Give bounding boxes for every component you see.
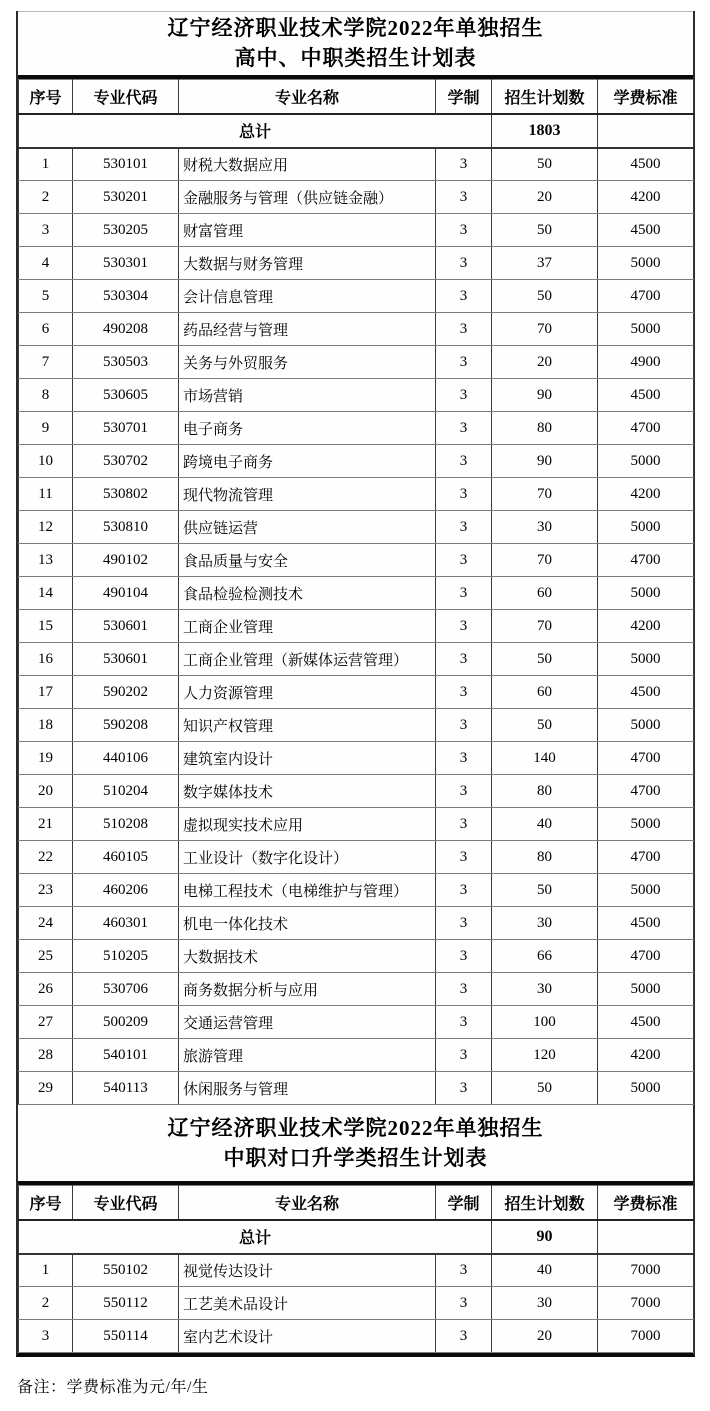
cell-major-name: 财税大数据应用 bbox=[179, 148, 436, 181]
cell-major-code: 530810 bbox=[73, 511, 179, 544]
cell-tuition: 7000 bbox=[598, 1320, 694, 1353]
table-row bbox=[19, 907, 694, 940]
cell-index: 6 bbox=[19, 313, 73, 346]
cell-major-code: 530701 bbox=[73, 412, 179, 445]
cell-tuition: 5000 bbox=[598, 643, 694, 676]
cell-schooling-years: 3 bbox=[436, 610, 492, 643]
cell-major-name: 建筑室内设计 bbox=[179, 742, 436, 775]
cell-major-code: 460206 bbox=[73, 874, 179, 907]
cell-index: 26 bbox=[19, 973, 73, 1006]
cell-major-name: 市场营销 bbox=[179, 379, 436, 412]
cell-schooling-years: 3 bbox=[436, 379, 492, 412]
cell-schooling-years: 3 bbox=[436, 1254, 492, 1287]
cell-tuition: 4200 bbox=[598, 1039, 694, 1072]
cell-major-code: 530301 bbox=[73, 247, 179, 280]
cell-plan-count: 40 bbox=[492, 1254, 598, 1287]
cell-schooling-years: 3 bbox=[436, 907, 492, 940]
cell-plan-count: 90 bbox=[492, 379, 598, 412]
cell-index: 23 bbox=[19, 874, 73, 907]
cell-schooling-years: 3 bbox=[436, 148, 492, 181]
cell-schooling-years: 3 bbox=[436, 1320, 492, 1353]
cell-plan-count: 20 bbox=[492, 1320, 598, 1353]
table-row bbox=[19, 874, 694, 907]
table-row bbox=[19, 973, 694, 1006]
cell-major-code: 440106 bbox=[73, 742, 179, 775]
cell-tuition: 4700 bbox=[598, 280, 694, 313]
cell-major-code: 530205 bbox=[73, 214, 179, 247]
cell-tuition: 4700 bbox=[598, 940, 694, 973]
cell-major-code: 530304 bbox=[73, 280, 179, 313]
cell-major-name: 财富管理 bbox=[179, 214, 436, 247]
cell-schooling-years: 3 bbox=[436, 1072, 492, 1105]
cell-tuition: 4700 bbox=[598, 775, 694, 808]
table-row bbox=[19, 1254, 694, 1287]
header-major-code: 专业代码 bbox=[73, 80, 179, 114]
cell-index: 13 bbox=[19, 544, 73, 577]
cell-plan-count: 37 bbox=[492, 247, 598, 280]
cell-tuition: 4700 bbox=[598, 544, 694, 577]
cell-index: 3 bbox=[19, 214, 73, 247]
cell-index: 15 bbox=[19, 610, 73, 643]
cell-tuition: 4200 bbox=[598, 610, 694, 643]
cell-major-name: 室内艺术设计 bbox=[179, 1320, 436, 1353]
table-row bbox=[19, 577, 694, 610]
total-label: 总计 bbox=[19, 114, 492, 148]
table-row bbox=[19, 280, 694, 313]
cell-major-code: 490104 bbox=[73, 577, 179, 610]
cell-plan-count: 70 bbox=[492, 478, 598, 511]
header-major-name: 专业名称 bbox=[179, 1186, 436, 1220]
cell-index: 25 bbox=[19, 940, 73, 973]
cell-major-name: 机电一体化技术 bbox=[179, 907, 436, 940]
total-row bbox=[19, 1220, 694, 1254]
cell-index: 5 bbox=[19, 280, 73, 313]
table-row bbox=[19, 181, 694, 214]
cell-index: 28 bbox=[19, 1039, 73, 1072]
cell-major-name: 食品质量与安全 bbox=[179, 544, 436, 577]
cell-plan-count: 50 bbox=[492, 280, 598, 313]
cell-index: 4 bbox=[19, 247, 73, 280]
cell-plan-count: 50 bbox=[492, 1072, 598, 1105]
cell-tuition: 4500 bbox=[598, 214, 694, 247]
cell-tuition: 5000 bbox=[598, 445, 694, 478]
cell-plan-count: 30 bbox=[492, 1287, 598, 1320]
table-row bbox=[19, 1320, 694, 1353]
cell-major-code: 530802 bbox=[73, 478, 179, 511]
cell-schooling-years: 3 bbox=[436, 808, 492, 841]
cell-tuition: 4500 bbox=[598, 907, 694, 940]
cell-major-code: 550102 bbox=[73, 1254, 179, 1287]
cell-major-code: 530601 bbox=[73, 610, 179, 643]
cell-major-name: 数字媒体技术 bbox=[179, 775, 436, 808]
table-row bbox=[19, 775, 694, 808]
cell-major-code: 540113 bbox=[73, 1072, 179, 1105]
header-row bbox=[19, 1186, 694, 1220]
table-row bbox=[19, 643, 694, 676]
cell-plan-count: 60 bbox=[492, 676, 598, 709]
cell-tuition: 4500 bbox=[598, 676, 694, 709]
table-row bbox=[19, 1287, 694, 1320]
cell-major-code: 530706 bbox=[73, 973, 179, 1006]
cell-major-name: 金融服务与管理（供应链金融） bbox=[179, 181, 436, 214]
cell-index: 27 bbox=[19, 1006, 73, 1039]
cell-plan-count: 60 bbox=[492, 577, 598, 610]
cell-tuition: 5000 bbox=[598, 247, 694, 280]
cell-plan-count: 50 bbox=[492, 874, 598, 907]
cell-schooling-years: 3 bbox=[436, 511, 492, 544]
table-row bbox=[19, 1039, 694, 1072]
cell-index: 16 bbox=[19, 643, 73, 676]
cell-tuition: 4500 bbox=[598, 1006, 694, 1039]
enrollment-plan-document bbox=[16, 11, 695, 1357]
table-row bbox=[19, 544, 694, 577]
cell-plan-count: 70 bbox=[492, 313, 598, 346]
cell-index: 9 bbox=[19, 412, 73, 445]
table-row bbox=[19, 478, 694, 511]
cell-schooling-years: 3 bbox=[436, 577, 492, 610]
cell-schooling-years: 3 bbox=[436, 412, 492, 445]
cell-major-name: 供应链运营 bbox=[179, 511, 436, 544]
cell-tuition: 7000 bbox=[598, 1254, 694, 1287]
footnote: 备注：学费标准为元/年/生 bbox=[17, 1379, 209, 1396]
cell-major-name: 休闲服务与管理 bbox=[179, 1072, 436, 1105]
cell-index: 8 bbox=[19, 379, 73, 412]
cell-plan-count: 30 bbox=[492, 907, 598, 940]
cell-index: 10 bbox=[19, 445, 73, 478]
table2-title-line2: 中职对口升学类招生计划表 bbox=[223, 1145, 488, 1170]
cell-schooling-years: 3 bbox=[436, 940, 492, 973]
cell-major-name: 大数据与财务管理 bbox=[179, 247, 436, 280]
total-label: 总计 bbox=[19, 1220, 492, 1254]
cell-major-name: 关务与外贸服务 bbox=[179, 346, 436, 379]
table-row bbox=[19, 808, 694, 841]
cell-index: 3 bbox=[19, 1320, 73, 1353]
header-major-name: 专业名称 bbox=[179, 80, 436, 114]
cell-major-name: 工商企业管理 bbox=[179, 610, 436, 643]
table-row bbox=[19, 511, 694, 544]
header-row bbox=[19, 80, 694, 114]
cell-schooling-years: 3 bbox=[436, 1039, 492, 1072]
cell-major-code: 530702 bbox=[73, 445, 179, 478]
table-row bbox=[19, 247, 694, 280]
cell-major-name: 人力资源管理 bbox=[179, 676, 436, 709]
cell-index: 1 bbox=[19, 148, 73, 181]
cell-schooling-years: 3 bbox=[436, 874, 492, 907]
cell-schooling-years: 3 bbox=[436, 1006, 492, 1039]
cell-major-name: 虚拟现实技术应用 bbox=[179, 808, 436, 841]
cell-plan-count: 66 bbox=[492, 940, 598, 973]
cell-index: 2 bbox=[19, 1287, 73, 1320]
table-row bbox=[19, 1072, 694, 1105]
table-row bbox=[19, 742, 694, 775]
header-tuition: 学费标准 bbox=[598, 1186, 694, 1220]
table-row bbox=[19, 148, 694, 181]
cell-plan-count: 50 bbox=[492, 709, 598, 742]
cell-index: 20 bbox=[19, 775, 73, 808]
cell-major-name: 会计信息管理 bbox=[179, 280, 436, 313]
cell-major-name: 交通运营管理 bbox=[179, 1006, 436, 1039]
cell-index: 29 bbox=[19, 1072, 73, 1105]
cell-major-code: 530201 bbox=[73, 181, 179, 214]
cell-tuition: 4500 bbox=[598, 379, 694, 412]
cell-index: 11 bbox=[19, 478, 73, 511]
cell-major-name: 食品检验检测技术 bbox=[179, 577, 436, 610]
header-major-code: 专业代码 bbox=[73, 1186, 179, 1220]
cell-major-name: 旅游管理 bbox=[179, 1039, 436, 1072]
table-row bbox=[19, 841, 694, 874]
cell-major-code: 540101 bbox=[73, 1039, 179, 1072]
cell-index: 14 bbox=[19, 577, 73, 610]
header-index: 序号 bbox=[19, 80, 73, 114]
cell-index: 7 bbox=[19, 346, 73, 379]
table-row bbox=[19, 709, 694, 742]
cell-tuition: 4700 bbox=[598, 742, 694, 775]
cell-index: 18 bbox=[19, 709, 73, 742]
header-plan-count: 招生计划数 bbox=[492, 1186, 598, 1220]
cell-tuition: 5000 bbox=[598, 313, 694, 346]
cell-major-name: 知识产权管理 bbox=[179, 709, 436, 742]
cell-major-name: 视觉传达设计 bbox=[179, 1254, 436, 1287]
header-tuition: 学费标准 bbox=[598, 80, 694, 114]
cell-major-name: 电梯工程技术（电梯维护与管理） bbox=[179, 874, 436, 907]
cell-tuition: 4500 bbox=[598, 148, 694, 181]
enrollment-table-gaozhong bbox=[18, 79, 694, 1105]
cell-plan-count: 120 bbox=[492, 1039, 598, 1072]
cell-plan-count: 50 bbox=[492, 643, 598, 676]
cell-schooling-years: 3 bbox=[436, 181, 492, 214]
cell-schooling-years: 3 bbox=[436, 973, 492, 1006]
cell-major-code: 460105 bbox=[73, 841, 179, 874]
cell-index: 22 bbox=[19, 841, 73, 874]
cell-tuition: 5000 bbox=[598, 709, 694, 742]
table1-title-band bbox=[18, 11, 693, 79]
cell-index: 24 bbox=[19, 907, 73, 940]
cell-major-name: 跨境电子商务 bbox=[179, 445, 436, 478]
cell-schooling-years: 3 bbox=[436, 478, 492, 511]
cell-major-code: 490102 bbox=[73, 544, 179, 577]
header-plan-count: 招生计划数 bbox=[492, 80, 598, 114]
cell-plan-count: 30 bbox=[492, 973, 598, 1006]
cell-major-name: 工业设计（数字化设计） bbox=[179, 841, 436, 874]
cell-plan-count: 70 bbox=[492, 544, 598, 577]
cell-major-name: 大数据技术 bbox=[179, 940, 436, 973]
table1-title-line2: 高中、中职类招生计划表 bbox=[234, 46, 477, 70]
cell-index: 2 bbox=[19, 181, 73, 214]
table-row bbox=[19, 445, 694, 478]
table-row bbox=[19, 379, 694, 412]
cell-major-code: 510204 bbox=[73, 775, 179, 808]
total-plan-count: 90 bbox=[492, 1220, 598, 1254]
cell-schooling-years: 3 bbox=[436, 841, 492, 874]
table-row bbox=[19, 346, 694, 379]
header-index: 序号 bbox=[19, 1186, 73, 1220]
table1-title-line1: 辽宁经济职业技术学院2022年单独招生 bbox=[167, 16, 544, 40]
cell-tuition: 5000 bbox=[598, 511, 694, 544]
cell-schooling-years: 3 bbox=[436, 643, 492, 676]
table-row bbox=[19, 313, 694, 346]
cell-plan-count: 90 bbox=[492, 445, 598, 478]
cell-index: 1 bbox=[19, 1254, 73, 1287]
cell-major-code: 530605 bbox=[73, 379, 179, 412]
cell-schooling-years: 3 bbox=[436, 214, 492, 247]
table-row bbox=[19, 610, 694, 643]
cell-major-code: 490208 bbox=[73, 313, 179, 346]
cell-major-code: 460301 bbox=[73, 907, 179, 940]
cell-major-code: 530503 bbox=[73, 346, 179, 379]
cell-major-name: 工商企业管理（新媒体运营管理） bbox=[179, 643, 436, 676]
cell-major-name: 电子商务 bbox=[179, 412, 436, 445]
header-schooling-years: 学制 bbox=[436, 80, 492, 114]
cell-plan-count: 100 bbox=[492, 1006, 598, 1039]
table2-title-band bbox=[18, 1105, 693, 1185]
cell-index: 21 bbox=[19, 808, 73, 841]
cell-tuition: 5000 bbox=[598, 1072, 694, 1105]
total-tuition bbox=[598, 114, 694, 148]
cell-plan-count: 40 bbox=[492, 808, 598, 841]
table-row bbox=[19, 1006, 694, 1039]
cell-major-code: 590208 bbox=[73, 709, 179, 742]
cell-major-code: 500209 bbox=[73, 1006, 179, 1039]
total-tuition bbox=[598, 1220, 694, 1254]
cell-schooling-years: 3 bbox=[436, 709, 492, 742]
cell-plan-count: 70 bbox=[492, 610, 598, 643]
cell-major-code: 530101 bbox=[73, 148, 179, 181]
total-plan-count: 1803 bbox=[492, 114, 598, 148]
cell-plan-count: 50 bbox=[492, 214, 598, 247]
cell-schooling-years: 3 bbox=[436, 676, 492, 709]
cell-schooling-years: 3 bbox=[436, 280, 492, 313]
cell-major-code: 550112 bbox=[73, 1287, 179, 1320]
cell-tuition: 5000 bbox=[598, 973, 694, 1006]
total-row bbox=[19, 114, 694, 148]
cell-major-code: 530601 bbox=[73, 643, 179, 676]
cell-tuition: 5000 bbox=[598, 808, 694, 841]
cell-plan-count: 140 bbox=[492, 742, 598, 775]
cell-tuition: 4900 bbox=[598, 346, 694, 379]
cell-tuition: 5000 bbox=[598, 874, 694, 907]
cell-index: 17 bbox=[19, 676, 73, 709]
cell-schooling-years: 3 bbox=[436, 346, 492, 379]
header-schooling-years: 学制 bbox=[436, 1186, 492, 1220]
cell-plan-count: 20 bbox=[492, 346, 598, 379]
cell-schooling-years: 3 bbox=[436, 1287, 492, 1320]
cell-tuition: 4200 bbox=[598, 478, 694, 511]
cell-major-code: 510208 bbox=[73, 808, 179, 841]
cell-plan-count: 20 bbox=[492, 181, 598, 214]
cell-plan-count: 30 bbox=[492, 511, 598, 544]
cell-tuition: 4700 bbox=[598, 841, 694, 874]
cell-schooling-years: 3 bbox=[436, 544, 492, 577]
cell-schooling-years: 3 bbox=[436, 775, 492, 808]
cell-tuition: 4700 bbox=[598, 412, 694, 445]
cell-plan-count: 80 bbox=[492, 412, 598, 445]
cell-schooling-years: 3 bbox=[436, 247, 492, 280]
cell-index: 19 bbox=[19, 742, 73, 775]
cell-schooling-years: 3 bbox=[436, 742, 492, 775]
cell-major-name: 工艺美术品设计 bbox=[179, 1287, 436, 1320]
table2-title-line1: 辽宁经济职业技术学院2022年单独招生 bbox=[167, 1115, 544, 1140]
cell-major-code: 590202 bbox=[73, 676, 179, 709]
cell-index: 12 bbox=[19, 511, 73, 544]
cell-plan-count: 50 bbox=[492, 148, 598, 181]
cell-major-name: 现代物流管理 bbox=[179, 478, 436, 511]
enrollment-table-duikou bbox=[18, 1185, 694, 1353]
cell-tuition: 7000 bbox=[598, 1287, 694, 1320]
cell-major-name: 商务数据分析与应用 bbox=[179, 973, 436, 1006]
table-row bbox=[19, 214, 694, 247]
cell-major-code: 550114 bbox=[73, 1320, 179, 1353]
cell-tuition: 5000 bbox=[598, 577, 694, 610]
cell-tuition: 4200 bbox=[598, 181, 694, 214]
table-row bbox=[19, 412, 694, 445]
cell-schooling-years: 3 bbox=[436, 445, 492, 478]
cell-major-name: 药品经营与管理 bbox=[179, 313, 436, 346]
cell-plan-count: 80 bbox=[492, 775, 598, 808]
table-row bbox=[19, 676, 694, 709]
cell-plan-count: 80 bbox=[492, 841, 598, 874]
cell-schooling-years: 3 bbox=[436, 313, 492, 346]
table-row bbox=[19, 940, 694, 973]
cell-major-code: 510205 bbox=[73, 940, 179, 973]
